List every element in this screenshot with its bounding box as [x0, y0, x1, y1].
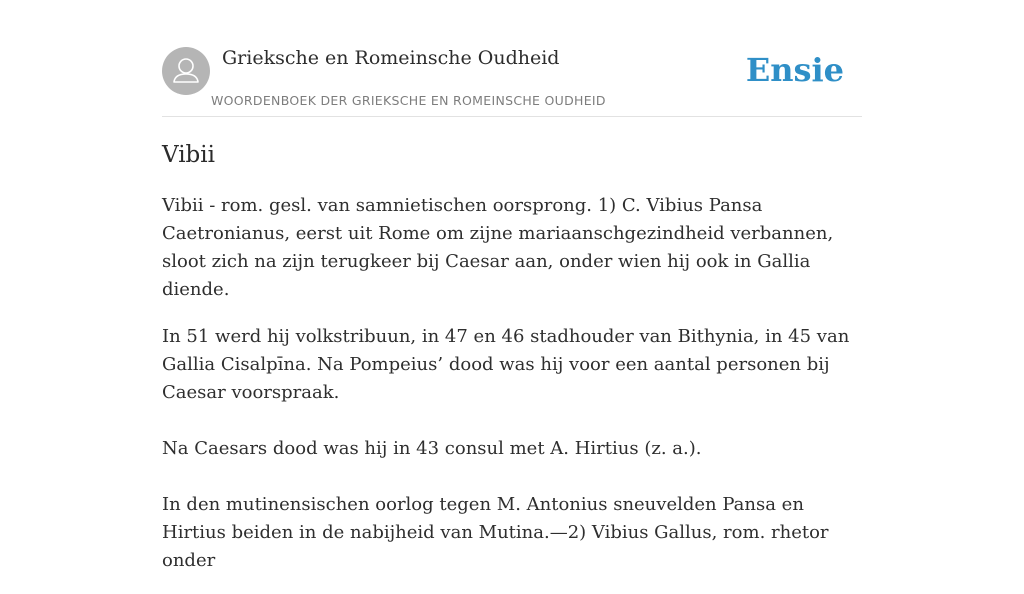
entry-paragraph: Vibii - rom. gesl. van samnietischen oorsprong. 1) C. Vibius Pansa Caetronianus, eerst uit Rome om zijne mariaanschgezindheid verbannen, sloot zich na zijn terugkeer bij Caesar aan, onder wien hij ook in Gallia diende.	[162, 195, 834, 300]
entry-paragraph: In den mutinensischen oorlog tegen M. Antonius sneuvelden Pansa en Hirtius beiden in de nabijheid van Mutina.—2) Vibius Gallus, rom. rhetor onder	[162, 494, 829, 571]
entry-body	[162, 192, 862, 594]
source-title[interactable]: Grieksche en Romeinsche Oudheid	[222, 47, 560, 69]
source-subtitle: WOORDENBOEK DER GRIEKSCHE EN ROMEINSCHE OUDHEID	[211, 93, 606, 108]
source-avatar[interactable]	[162, 47, 210, 95]
source-header	[162, 46, 862, 117]
ensie-logo-link[interactable]: Ensie	[745, 51, 844, 89]
user-icon	[162, 47, 210, 95]
entry-title: Vibii	[162, 142, 215, 168]
entry-paragraph: In 51 werd hij volkstribuun, in 47 en 46 stadhouder van Bithynia, in 45 van Gallia Cisalpīna. Na Pompeius’ dood was hij voor een aantal personen bij Caesar voorspraak.	[162, 326, 850, 403]
entry-paragraph: Na Caesars dood was hij in 43 consul met A. Hirtius (z. a.).	[162, 438, 702, 459]
